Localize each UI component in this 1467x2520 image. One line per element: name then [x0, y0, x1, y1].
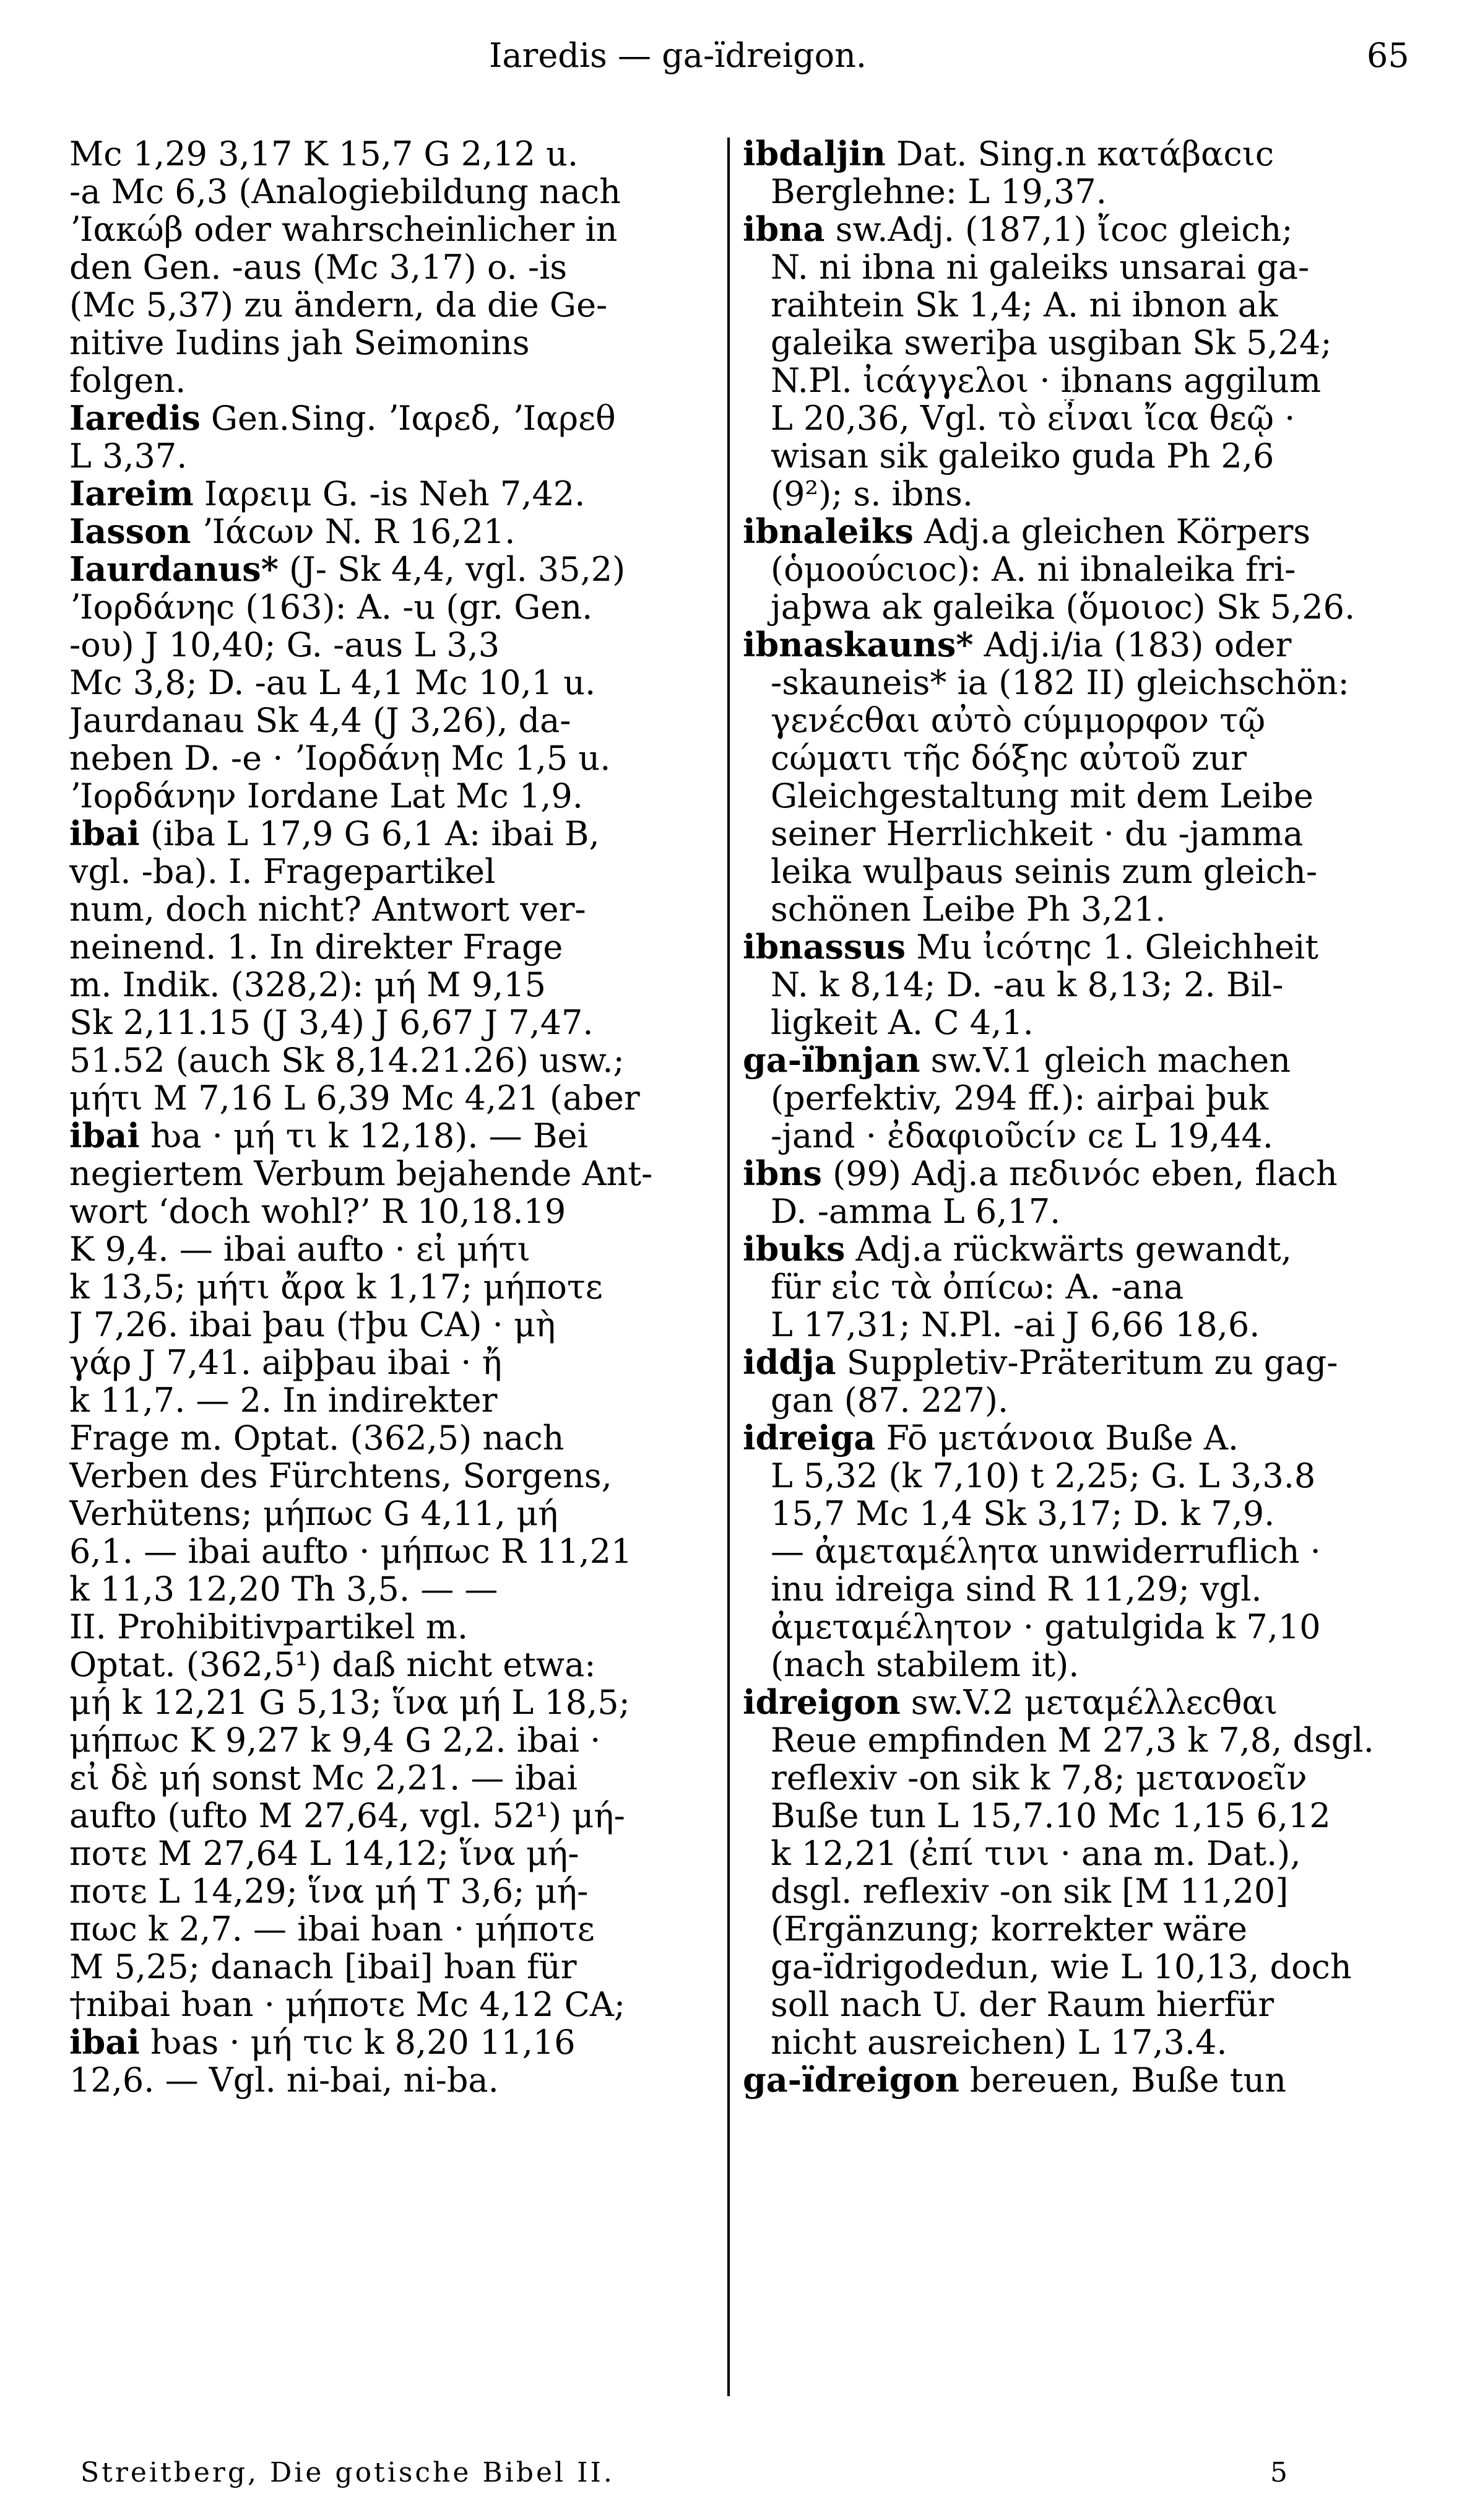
text-line: Mc 3,8; D. -au L 4,1 Mc 10,1 u.: [69, 664, 596, 702]
text-line: [69, 475, 716, 513]
entry-text: sw.V.2 μεταμέλλεcθαι: [900, 1684, 1278, 1721]
text-line: [743, 1684, 1414, 1721]
text-line: D. -amma L 6,17.: [771, 1193, 1061, 1230]
text-line: [743, 2061, 1414, 2099]
text-line: -jand · ἐδαφιοῦcίν cε L 19,44.: [771, 1117, 1273, 1155]
entry-text: (iba L 17,9 G 6,1 A: ibai B,: [139, 815, 600, 853]
text-line: Buße tun L 15,7.10 Mc 1,15 6,12: [771, 1797, 1331, 1835]
text-line: N. ni ibna ni galeiks unsarai ga-: [771, 248, 1310, 286]
text-line: (9²); s. ibns.: [771, 475, 974, 513]
text-line: Verben des Fürchtens, Sorgens,: [69, 1457, 612, 1495]
text-line: (ὁμοούcιοc): A. ni ibnaleika fri-: [771, 550, 1296, 588]
headword: idreigon: [743, 1684, 901, 1721]
text-line: k 12,21 (ἐπί τινι · ana m. Dat.),: [771, 1835, 1301, 1872]
headword: ga-ïdreigon: [743, 2061, 959, 2099]
text-line: [69, 1117, 716, 1155]
text-line: wort ‘doch wohl?’ R 10,18.19: [69, 1193, 566, 1230]
text-line: 51.52 (auch Sk 8,14.21.26) usw.;: [69, 1041, 625, 1079]
text-line: N. k 8,14; D. -au k 8,13; 2. Bil-: [771, 966, 1284, 1004]
text-line: nitive Iudins jah Seimonins: [69, 324, 530, 362]
text-line: -ου) J 10,40; G. -aus L 3,3: [69, 626, 500, 664]
text-line: dsgl. reflexiv -on sik [M 11,20]: [771, 1872, 1289, 1910]
right-column: [743, 135, 1414, 2099]
text-line: [69, 815, 716, 853]
text-line: galeika sweriþa usgiban Sk 5,24;: [771, 324, 1332, 362]
text-line: 6,1. — ibai aufto · μήπωc R 11,21: [69, 1532, 633, 1570]
text-line: reflexiv -on sik k 7,8; μετανοεῖν: [771, 1759, 1307, 1797]
text-line: -a Mc 6,3 (Analogiebildung nach: [69, 173, 621, 211]
text-line: γενέcθαι αὐτὸ cύμμορφον τῷ: [771, 702, 1266, 739]
text-line: nicht ausreichen) L 17,3.4.: [771, 2023, 1227, 2061]
text-line: [743, 513, 1414, 550]
headword: ibai: [69, 1117, 140, 1155]
text-line: [743, 1419, 1414, 1457]
entry-text: Gen.Sing. ʼΙαρεδ, ʼΙαρεθ: [200, 399, 616, 437]
text-line: m. Indik. (328,2): μή M 9,15: [69, 966, 546, 1004]
text-line: Gleichgestaltung mit dem Leibe: [771, 777, 1313, 815]
running-head-title: Iaredis — ga-ïdreigon.: [489, 36, 867, 75]
text-line: leika wulþaus seinis zum gleich-: [771, 853, 1318, 890]
sheet-number: 5: [1270, 2457, 1287, 2488]
text-line: [743, 135, 1414, 173]
text-line: gan (87. 227).: [771, 1381, 1009, 1419]
text-line: (perfektiv, 294 ff.): airþai þuk: [771, 1079, 1269, 1117]
text-line: ποτε L 14,29; ἵνα μή T 3,6; μή-: [69, 1872, 589, 1910]
entry-text: Mu ἰcότηc 1. Gleichheit: [906, 928, 1319, 966]
text-line: schönen Leibe Ph 3,21.: [771, 890, 1166, 928]
text-line: L 20,36, Vgl. τὸ εἶναι ἴcα θεῷ ·: [771, 399, 1296, 437]
text-line: Jaurdanau Sk 4,4 (J 3,26), da-: [69, 702, 571, 739]
text-line: für εἰc τὰ ὀπίcω: A. -ana: [771, 1268, 1184, 1306]
headword: Iasson: [69, 513, 191, 550]
text-line: (Mc 5,37) zu ändern, da die Ge-: [69, 286, 608, 324]
headword: ibnaskauns*: [743, 626, 974, 664]
column-divider: [727, 137, 730, 2396]
text-line: k 11,7. — 2. In indirekter: [69, 1381, 498, 1419]
text-line: [743, 1344, 1414, 1381]
headword: ibdaljin: [743, 135, 886, 173]
text-line: den Gen. -aus (Mc 3,17) o. -is: [69, 248, 568, 286]
headword: ibuks: [743, 1230, 846, 1268]
page-footer: [0, 2457, 1467, 2494]
text-line: num, doch nicht? Antwort ver-: [69, 890, 586, 928]
footer-signature: Streitberg, Die gotische Bibel II.: [80, 2457, 615, 2488]
entry-text: sw.Adj. (187,1) ἴcoc gleich;: [824, 211, 1293, 248]
entry-text: ʼΙάcων N. R 16,21.: [191, 513, 516, 550]
text-line: 12,6. — Vgl. ni-bai, ni-ba.: [69, 2061, 499, 2099]
entry-text: Adj.a gleichen Körpers: [913, 513, 1310, 550]
entry-text: Suppletiv-Präteritum zu gag-: [836, 1344, 1338, 1381]
entry-text: (99) Adj.a πεδινόc eben, flach: [821, 1155, 1338, 1193]
text-line: N.Pl. ἰcάγγελοι · ibnans aggilum: [771, 362, 1322, 399]
entry-text: Ιαρειμ G. -is Neh 7,42.: [193, 475, 586, 513]
headword: idreiga: [743, 1419, 876, 1457]
entry-text: ƕa · μή τι k 12,18). — Bei: [139, 1117, 588, 1155]
text-line: μήτι M 7,16 L 6,39 Mc 4,21 (aber: [69, 1079, 640, 1117]
text-line: raihtein Sk 1,4; A. ni ibnon ak: [771, 286, 1278, 324]
text-line: †nibai ƕan · μήποτε Mc 4,12 CA;: [69, 1986, 626, 2023]
text-line: ʼΙορδάνην Iordane Lat Mc 1,9.: [69, 777, 583, 815]
headword: iddja: [743, 1344, 836, 1381]
text-line: Sk 2,11.15 (J 3,4) J 6,67 J 7,47.: [69, 1004, 594, 1041]
text-line: (nach stabilem it).: [771, 1646, 1080, 1684]
entry-text: Adj.i/ia (183) oder: [973, 626, 1292, 664]
entry-text: Dat. Sing.n κατάβαcιc: [885, 135, 1274, 173]
text-line: K 9,4. — ibai aufto · εἰ μήτι: [69, 1230, 530, 1268]
text-line: -skauneis* ia (182 II) gleichschön:: [771, 664, 1349, 702]
text-line: L 3,37.: [69, 437, 188, 475]
headword: ibna: [743, 211, 825, 248]
headword: Iaurdanus*: [69, 550, 279, 588]
entry-text: sw.V.1 gleich machen: [920, 1041, 1291, 1079]
text-line: neinend. 1. In direkter Frage: [69, 928, 563, 966]
text-line: μή k 12,21 G 5,13; ἵνα μή L 18,5;: [69, 1684, 630, 1721]
text-line: [69, 513, 716, 550]
entry-text: bereuen, Buße tun: [959, 2061, 1287, 2099]
text-line: J 7,26. ibai þau (†þu CA) · μὴ: [69, 1306, 556, 1344]
text-line: [743, 211, 1414, 248]
page-number: 65: [1367, 36, 1409, 75]
text-line: Reue empfinden M 27,3 k 7,8, dsgl.: [771, 1721, 1374, 1759]
text-line: soll nach U. der Raum hierfür: [771, 1986, 1274, 2023]
text-line: γάρ J 7,41. aiþþau ibai · ἤ: [69, 1344, 502, 1381]
headword: Iareim: [69, 475, 194, 513]
headword: ibai: [69, 815, 140, 853]
text-line: k 13,5; μήτι ἄρα k 1,17; μήποτε: [69, 1268, 603, 1306]
text-line: ga-ïdrigodedun, wie L 10,13, doch: [771, 1948, 1352, 1986]
text-line: πωc k 2,7. — ibai ƕan · μήποτε: [69, 1910, 595, 1948]
text-line: ʼΙορδάνηc (163): A. -u (gr. Gen.: [69, 588, 593, 626]
text-line: (Ergänzung; korrekter wäre: [771, 1910, 1248, 1948]
text-line: cώματι τῆc δόξηc αὐτοῦ zur: [771, 739, 1247, 777]
text-line: ποτε M 27,64 L 14,12; ἵνα μή-: [69, 1835, 579, 1872]
text-line: inu idreiga sind R 11,29; vgl.: [771, 1570, 1262, 1608]
entry-text: (J- Sk 4,4, vgl. 35,2): [278, 550, 626, 588]
headword: ibns: [743, 1155, 822, 1193]
text-line: vgl. -ba). I. Fragepartikel: [69, 853, 496, 890]
text-line: L 5,32 (k 7,10) t 2,25; G. L 3,3.8: [771, 1457, 1316, 1495]
text-line: aufto (ufto M 27,64, vgl. 52¹) μή-: [69, 1797, 625, 1835]
text-line: Frage m. Optat. (362,5) nach: [69, 1419, 565, 1457]
headword: ga-ïbnjan: [743, 1041, 920, 1079]
entry-text: Fō μετάνοια Buße A.: [875, 1419, 1239, 1457]
headword: Iaredis: [69, 399, 201, 437]
text-line: [69, 550, 716, 588]
text-line: [743, 626, 1414, 664]
headword: ibnaleiks: [743, 513, 914, 550]
running-head: [0, 36, 1467, 85]
text-line: neben D. -e · ʼΙορδάνῃ Mc 1,5 u.: [69, 739, 611, 777]
text-line: M 5,25; danach [ibai] ƕan für: [69, 1948, 577, 1986]
text-line: [69, 399, 716, 437]
text-line: Berglehne: L 19,37.: [771, 173, 1107, 211]
text-line: μήπωc K 9,27 k 9,4 G 2,2. ibai ·: [69, 1721, 601, 1759]
text-line: [69, 2023, 716, 2061]
text-line: Mc 1,29 3,17 K 15,7 G 2,12 u.: [69, 135, 579, 173]
text-line: k 11,3 12,20 Th 3,5. — —: [69, 1570, 498, 1608]
text-line: II. Prohibitivpartikel m.: [69, 1608, 469, 1646]
text-line: wisan sik galeiko guda Ph 2,6: [771, 437, 1274, 475]
left-column: [69, 135, 716, 2099]
text-line: ligkeit A. C 4,1.: [771, 1004, 1034, 1041]
text-line: 15,7 Mc 1,4 Sk 3,17; D. k 7,9.: [771, 1495, 1275, 1532]
text-line: [743, 928, 1414, 966]
text-line: L 17,31; N.Pl. -ai J 6,66 18,6.: [771, 1306, 1260, 1344]
headword: ibnassus: [743, 928, 906, 966]
entry-text: Adj.a rückwärts gewandt,: [845, 1230, 1292, 1268]
text-line: jaþwa ak galeika (ὅμοιοc) Sk 5,26.: [771, 588, 1356, 626]
text-line: Verhütens; μήπωc G 4,11, μή: [69, 1495, 558, 1532]
text-line: [743, 1155, 1414, 1193]
text-line: ἀμεταμέλητον · gatulgida k 7,10: [771, 1608, 1321, 1646]
text-line: εἰ δὲ μή sonst Mc 2,21. — ibai: [69, 1759, 578, 1797]
entry-text: ƕas · μή τιc k 8,20 11,16: [139, 2023, 576, 2061]
text-line: folgen.: [69, 362, 186, 399]
headword: ibai: [69, 2023, 140, 2061]
text-line: negiertem Verbum bejahende Ant-: [69, 1155, 653, 1193]
text-line: Optat. (362,5¹) daß nicht etwa:: [69, 1646, 596, 1684]
text-line: ʼΙακώβ oder wahrscheinlicher in: [69, 211, 618, 248]
text-line: [743, 1041, 1414, 1079]
text-line: [743, 1230, 1414, 1268]
text-line: — ἀμεταμέλητα unwiderruflich ·: [771, 1532, 1321, 1570]
text-line: seiner Herrlichkeit · du -jamma: [771, 815, 1304, 853]
